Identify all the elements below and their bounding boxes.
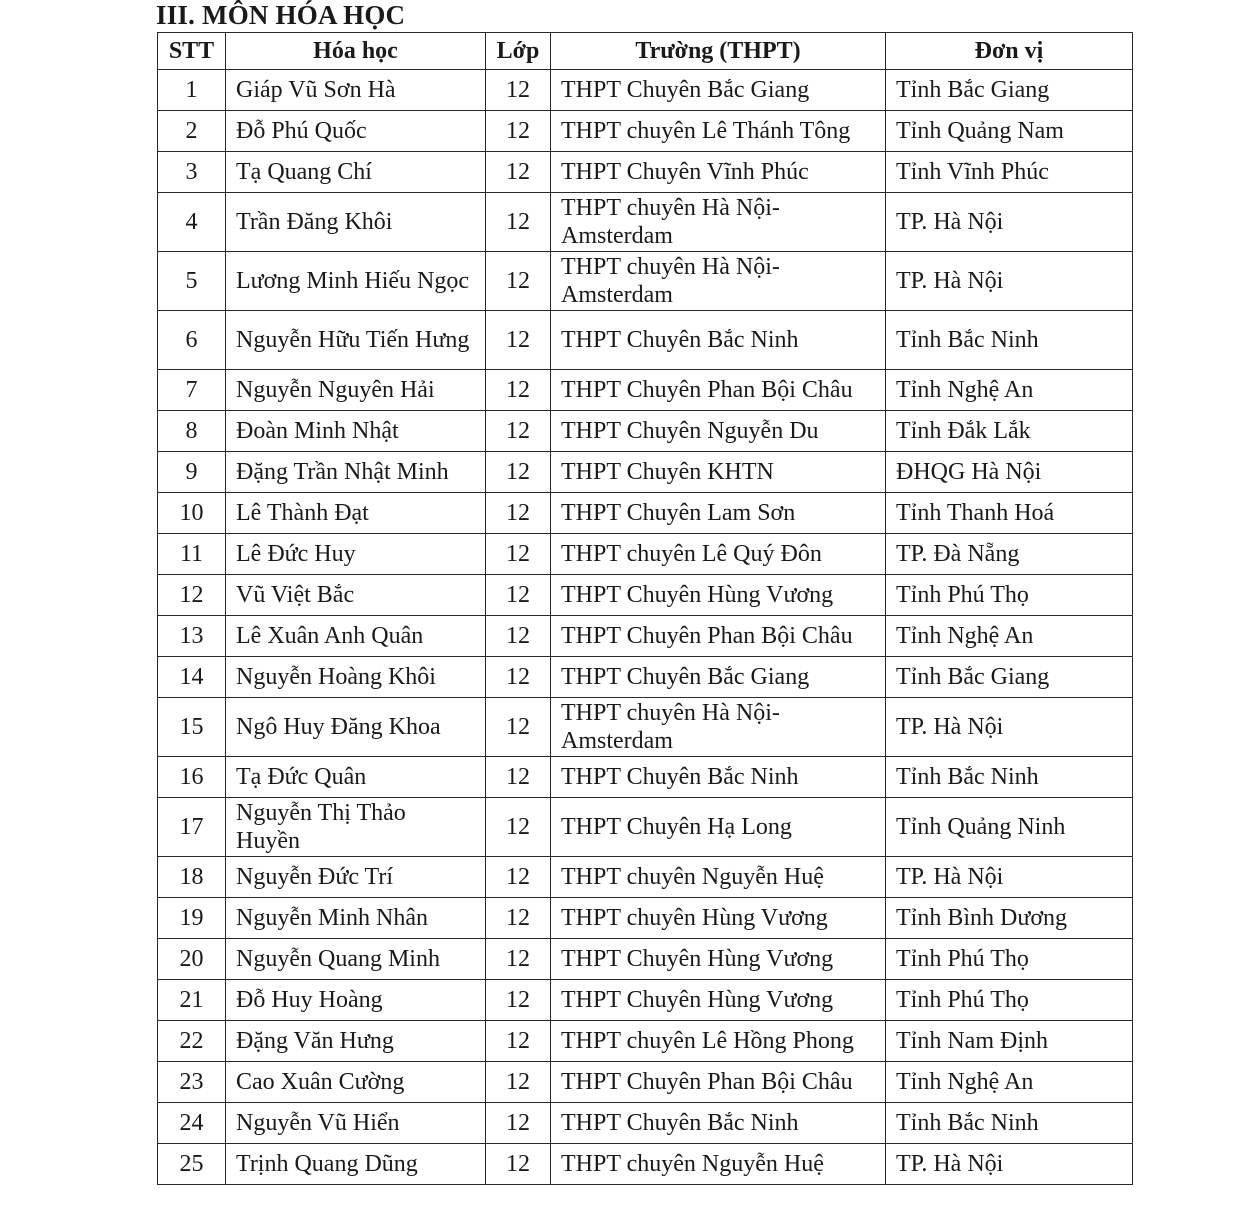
cell-name: Đỗ Huy Hoàng: [226, 980, 486, 1021]
cell-stt: 8: [158, 411, 226, 452]
cell-unit: Tỉnh Bình Dương: [886, 898, 1133, 939]
cell-school: THPT chuyên Lê Hồng Phong: [551, 1021, 886, 1062]
cell-grade: 12: [486, 575, 551, 616]
cell-stt: 24: [158, 1103, 226, 1144]
cell-name: Nguyễn Nguyên Hải: [226, 370, 486, 411]
cell-stt: 2: [158, 111, 226, 152]
cell-stt: 5: [158, 252, 226, 311]
cell-school: THPT Chuyên Phan Bội Châu: [551, 616, 886, 657]
cell-unit: Tỉnh Phú Thọ: [886, 575, 1133, 616]
cell-school: THPT Chuyên Phan Bội Châu: [551, 1062, 886, 1103]
table-row: [158, 152, 1133, 193]
cell-unit: Tỉnh Phú Thọ: [886, 939, 1133, 980]
section-title: III. MÔN HÓA HỌC: [156, 0, 406, 30]
table-row: [158, 534, 1133, 575]
cell-stt: 9: [158, 452, 226, 493]
cell-name: Tạ Quang Chí: [226, 152, 486, 193]
table-row: [158, 70, 1133, 111]
cell-unit: TP. Hà Nội: [886, 1144, 1133, 1185]
cell-stt: 11: [158, 534, 226, 575]
cell-unit: TP. Hà Nội: [886, 698, 1133, 757]
cell-name: Đỗ Phú Quốc: [226, 111, 486, 152]
cell-name: Lương Minh Hiếu Ngọc: [226, 252, 486, 311]
cell-school: THPT Chuyên Bắc Ninh: [551, 1103, 886, 1144]
table-row: [158, 898, 1133, 939]
cell-school: THPT Chuyên Phan Bội Châu: [551, 370, 886, 411]
cell-stt: 19: [158, 898, 226, 939]
cell-stt: 7: [158, 370, 226, 411]
cell-unit: Tỉnh Bắc Ninh: [886, 311, 1133, 370]
header-stt: STT: [158, 33, 226, 70]
cell-name: Ngô Huy Đăng Khoa: [226, 698, 486, 757]
cell-name: Nguyễn Vũ Hiển: [226, 1103, 486, 1144]
cell-unit: Tỉnh Bắc Ninh: [886, 1103, 1133, 1144]
cell-unit: Tỉnh Thanh Hoá: [886, 493, 1133, 534]
cell-stt: 10: [158, 493, 226, 534]
cell-name: Nguyễn Hoàng Khôi: [226, 657, 486, 698]
cell-stt: 3: [158, 152, 226, 193]
cell-grade: 12: [486, 193, 551, 252]
cell-school: THPT chuyên Hùng Vương: [551, 898, 886, 939]
header-grade: Lớp: [486, 33, 551, 70]
header-row: [158, 33, 1133, 70]
table-row: [158, 698, 1133, 757]
cell-name: Cao Xuân Cường: [226, 1062, 486, 1103]
cell-grade: 12: [486, 898, 551, 939]
header-school: Trường (THPT): [551, 33, 886, 70]
cell-school: THPT chuyên Hà Nội-Amsterdam: [551, 193, 886, 252]
cell-stt: 12: [158, 575, 226, 616]
cell-unit: Tỉnh Nam Định: [886, 1021, 1133, 1062]
cell-stt: 16: [158, 757, 226, 798]
cell-school: THPT Chuyên KHTN: [551, 452, 886, 493]
cell-stt: 4: [158, 193, 226, 252]
cell-stt: 18: [158, 857, 226, 898]
cell-unit: Tỉnh Quảng Ninh: [886, 798, 1133, 857]
cell-school: THPT chuyên Lê Thánh Tông: [551, 111, 886, 152]
cell-name: Trịnh Quang Dũng: [226, 1144, 486, 1185]
header-name: Hóa học: [226, 33, 486, 70]
cell-grade: 12: [486, 534, 551, 575]
cell-name: Giáp Vũ Sơn Hà: [226, 70, 486, 111]
header-unit: Đơn vị: [886, 33, 1133, 70]
cell-school: THPT Chuyên Bắc Giang: [551, 70, 886, 111]
cell-unit: Tỉnh Nghệ An: [886, 616, 1133, 657]
cell-grade: 12: [486, 657, 551, 698]
cell-name: Nguyễn Thị Thảo Huyền: [226, 798, 486, 857]
cell-grade: 12: [486, 857, 551, 898]
cell-school: THPT Chuyên Bắc Ninh: [551, 311, 886, 370]
table-row: [158, 370, 1133, 411]
cell-unit: Tỉnh Vĩnh Phúc: [886, 152, 1133, 193]
table-row: [158, 252, 1133, 311]
cell-school: THPT chuyên Hà Nội-Amsterdam: [551, 698, 886, 757]
cell-name: Đặng Văn Hưng: [226, 1021, 486, 1062]
cell-school: THPT Chuyên Bắc Ninh: [551, 757, 886, 798]
cell-school: THPT Chuyên Hạ Long: [551, 798, 886, 857]
cell-unit: Tỉnh Bắc Giang: [886, 657, 1133, 698]
cell-grade: 12: [486, 939, 551, 980]
cell-grade: 12: [486, 311, 551, 370]
cell-unit: Tỉnh Bắc Giang: [886, 70, 1133, 111]
table-row: [158, 1144, 1133, 1185]
cell-name: Nguyễn Đức Trí: [226, 857, 486, 898]
cell-stt: 21: [158, 980, 226, 1021]
cell-name: Nguyễn Quang Minh: [226, 939, 486, 980]
cell-stt: 14: [158, 657, 226, 698]
cell-stt: 23: [158, 1062, 226, 1103]
table-row: [158, 857, 1133, 898]
table-row: [158, 111, 1133, 152]
cell-name: Lê Thành Đạt: [226, 493, 486, 534]
cell-grade: 12: [486, 493, 551, 534]
cell-grade: 12: [486, 452, 551, 493]
table-row: [158, 311, 1133, 370]
cell-unit: Tỉnh Nghệ An: [886, 1062, 1133, 1103]
cell-grade: 12: [486, 757, 551, 798]
cell-grade: 12: [486, 1021, 551, 1062]
cell-school: THPT chuyên Lê Quý Đôn: [551, 534, 886, 575]
cell-grade: 12: [486, 111, 551, 152]
cell-unit: TP. Hà Nội: [886, 193, 1133, 252]
table-row: [158, 493, 1133, 534]
table-row: [158, 757, 1133, 798]
cell-grade: 12: [486, 70, 551, 111]
cell-stt: 25: [158, 1144, 226, 1185]
cell-school: THPT chuyên Nguyễn Huệ: [551, 857, 886, 898]
cell-unit: TP. Hà Nội: [886, 252, 1133, 311]
cell-grade: 12: [486, 980, 551, 1021]
cell-stt: 1: [158, 70, 226, 111]
table-row: [158, 193, 1133, 252]
table-row: [158, 411, 1133, 452]
cell-unit: TP. Đà Nẵng: [886, 534, 1133, 575]
cell-grade: 12: [486, 1144, 551, 1185]
cell-grade: 12: [486, 1062, 551, 1103]
cell-school: THPT Chuyên Vĩnh Phúc: [551, 152, 886, 193]
cell-stt: 22: [158, 1021, 226, 1062]
cell-name: Đặng Trần Nhật Minh: [226, 452, 486, 493]
cell-stt: 20: [158, 939, 226, 980]
cell-stt: 15: [158, 698, 226, 757]
cell-unit: Tỉnh Nghệ An: [886, 370, 1133, 411]
cell-grade: 12: [486, 698, 551, 757]
cell-grade: 12: [486, 370, 551, 411]
table-row: [158, 1021, 1133, 1062]
cell-grade: 12: [486, 798, 551, 857]
cell-school: THPT chuyên Hà Nội-Amsterdam: [551, 252, 886, 311]
cell-school: THPT Chuyên Bắc Giang: [551, 657, 886, 698]
cell-grade: 12: [486, 152, 551, 193]
table-row: [158, 452, 1133, 493]
cell-name: Lê Xuân Anh Quân: [226, 616, 486, 657]
table-row: [158, 939, 1133, 980]
results-table: [157, 32, 1133, 1185]
table-row: [158, 1062, 1133, 1103]
table-row: [158, 798, 1133, 857]
cell-unit: TP. Hà Nội: [886, 857, 1133, 898]
cell-name: Nguyễn Hữu Tiến Hưng: [226, 311, 486, 370]
cell-school: THPT Chuyên Hùng Vương: [551, 980, 886, 1021]
cell-unit: Tỉnh Quảng Nam: [886, 111, 1133, 152]
cell-school: THPT chuyên Nguyễn Huệ: [551, 1144, 886, 1185]
cell-grade: 12: [486, 1103, 551, 1144]
cell-unit: Tỉnh Bắc Ninh: [886, 757, 1133, 798]
cell-stt: 13: [158, 616, 226, 657]
table-row: [158, 575, 1133, 616]
cell-name: Đoàn Minh Nhật: [226, 411, 486, 452]
cell-name: Trần Đăng Khôi: [226, 193, 486, 252]
table-row: [158, 657, 1133, 698]
cell-school: THPT Chuyên Hùng Vương: [551, 575, 886, 616]
cell-unit: Tỉnh Phú Thọ: [886, 980, 1133, 1021]
cell-grade: 12: [486, 411, 551, 452]
table-row: [158, 980, 1133, 1021]
cell-name: Tạ Đức Quân: [226, 757, 486, 798]
cell-school: THPT Chuyên Lam Sơn: [551, 493, 886, 534]
cell-name: Nguyễn Minh Nhân: [226, 898, 486, 939]
cell-unit: Tỉnh Đắk Lắk: [886, 411, 1133, 452]
table-row: [158, 1103, 1133, 1144]
cell-stt: 6: [158, 311, 226, 370]
cell-grade: 12: [486, 616, 551, 657]
cell-school: THPT Chuyên Hùng Vương: [551, 939, 886, 980]
cell-stt: 17: [158, 798, 226, 857]
cell-name: Vũ Việt Bắc: [226, 575, 486, 616]
cell-name: Lê Đức Huy: [226, 534, 486, 575]
cell-grade: 12: [486, 252, 551, 311]
cell-unit: ĐHQG Hà Nội: [886, 452, 1133, 493]
table-row: [158, 616, 1133, 657]
cell-school: THPT Chuyên Nguyễn Du: [551, 411, 886, 452]
